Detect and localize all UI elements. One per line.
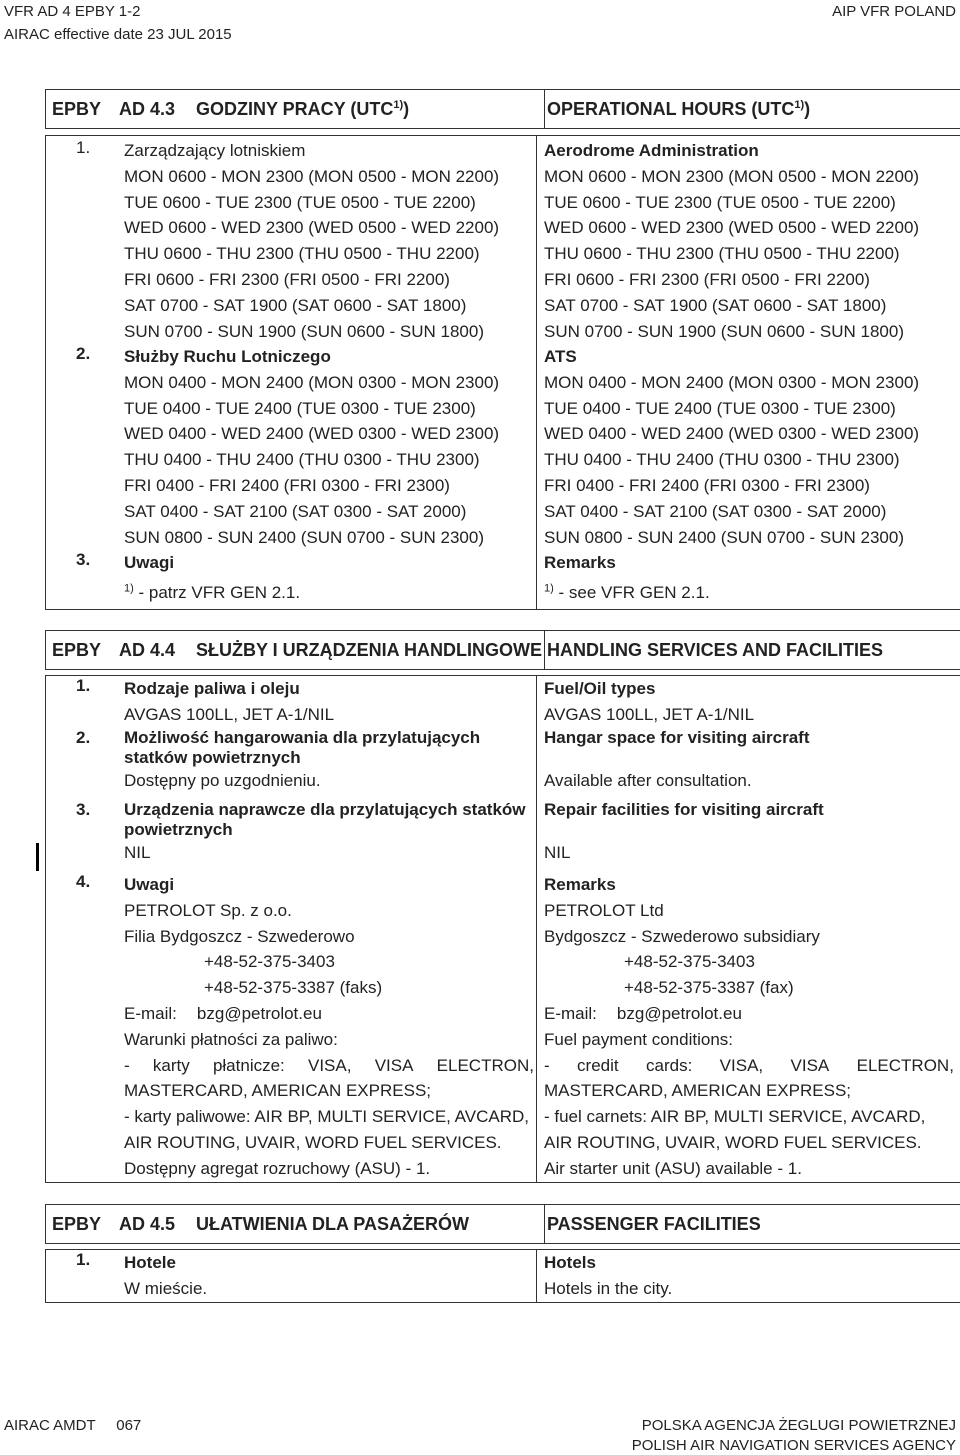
footnote-mark: 1) bbox=[794, 98, 805, 111]
publication-name: AIP VFR POLAND bbox=[832, 3, 956, 20]
section-title-pl: UŁATWIENIA DLA PASAŻERÓW bbox=[196, 1213, 469, 1234]
agency-name-pl: POLSKA AGENCJA ŻEGLUGI POWIETRZNEJ bbox=[641, 1417, 956, 1434]
phone-number: +48-52-375-3403 bbox=[204, 952, 335, 972]
section-4-4-header: EPBY AD 4.4 SŁUŻBY I URZĄDZENIA HANDLINGOWE HANDLING SERVICES AND FACILITIES bbox=[45, 630, 960, 670]
change-bar bbox=[36, 843, 39, 871]
section-4-4-body: 1. Rodzaje paliwa i oleju AVGAS 100LL, JET A-1/NIL Fuel/Oil types AVGAS 100LL, JET A-1/NIL 2. Możliwość hangarowania dla przylatujących statków powietrznych Dostępny po uzgodnieniu. Hangar space for visiting aircraft Available after consultation. 3. Urządzenia naprawcze dla przylatujących statków powietrznych NIL Repair facilities for visiting aircraft NIL 4. Uwagi PETROLOT Sp. z o.o. Filia Bydgoszcz - Szwederowo +48-52-375-3403 +48-52-375-3387 (faks) E-mail: bzg@petrolot.eu Warunki płatności za paliwo: - karty płatnicze: VISA, VISA ELECTRON, MASTERCARD, AMERICAN EXPRESS; - karty paliwowe: AIR BP, MULTI SERVICE, AVCARD, AIR ROUTING, UVAIR, WORD FUEL SERVICES. Dostępny agregat rozruchowy (ASU) - 1. Remarks PETROLOT Ltd Bydgoszcz - Szwederowo subsidiary +48-52-375-3403 +48-52-375-3387 (fax) E-mail: bzg@petrolot.eu Fuel payment conditions: - credit cards: VISA, VISA ELECTRON, MASTERCARD, AMERICAN EXPRESS; - fuel carnets: AIR BP, MULTI SERVICE, AVCARD, AIR ROUTING, UVAIR, WORD FUEL SERVICES. Air starter unit (ASU) available - 1. bbox=[45, 675, 960, 1183]
section-title-en: PASSENGER FACILITIES bbox=[547, 1213, 761, 1234]
section-4-3-header: EPBY AD 4.3 GODZINY PRACY (UTC$^{1)}$) OPERATIONAL HOURS (UTC$^{1)}$) bbox=[45, 89, 960, 129]
section-ref: AD 4.3 bbox=[119, 98, 176, 119]
fax-number: +48-52-375-3387 (fax) bbox=[624, 978, 794, 998]
phone-number: +48-52-375-3403 bbox=[624, 952, 755, 972]
email-address: bzg@petrolot.eu bbox=[196, 1003, 322, 1023]
section-title-en: OPERATIONAL HOURS (UTC bbox=[547, 98, 795, 119]
payment-cards-line: - credit cards: VISA, VISA ELECTRON, bbox=[544, 1055, 954, 1075]
section-4-3-body: 1. Zarządzający lotniskiem MON 0600 - MON 2300 (MON 0500 - MON 2200) TUE 0600 - TUE 2300 (TUE 0500 - TUE 2200) WED 0600 - WED 2300 (WED 0500 - WED 2200) THU 0600 - THU 2300 (THU 0500 - THU 2200) FRI 0600 - FRI 2300 (FRI 0500 - FRI 2200) SAT 0700 - SAT 1900 (SAT 0600 - SAT 1800) SUN 0700 - SUN 1900 (SUN 0600 - SUN 1800) Aerodrome Administration MON 0600 - MON 2300 (MON 0500 - MON 2200) TUE 0600 - TUE 2300 (TUE 0500 - TUE 2200) WED 0600 - WED 2300 (WED 0500 - WED 2200) THU 0600 - THU 2300 (THU 0500 - THU 2200) FRI 0600 - FRI 2300 (FRI 0500 - FRI 2200) SAT 0700 - SAT 1900 (SAT 0600 - SAT 1800) SUN 0700 - SUN 1900 (SUN 0600 - SUN 1800) 2. Służby Ruchu Lotniczego MON 0400 - MON 2400 (MON 0300 - MON 2300) TUE 0400 - TUE 2400 (TUE 0300 - TUE 2300) WED 0400 - WED 2400 (WED 0300 - WED 2300) THU 0400 - THU 2400 (THU 0300 - THU 2300) FRI 0400 - FRI 2400 (FRI 0300 - FRI 2300) SAT 0400 - SAT 2100 (SAT 0300 - SAT 2000) SUN 0800 - SUN 2400 (SUN 0700 - SUN 2300) ATS MON 0400 - MON 2400 (MON 0300 - MON 2300) TUE 0400 - TUE 2400 (TUE 0300 - TUE 2300) WED 0400 - WED 2400 (WED 0300 - WED 2300) THU 0400 - THU 2400 (THU 0300 - THU 2300) FRI 0400 - FRI 2400 (FRI 0300 - FRI 2300) SAT 0400 - SAT 2100 (SAT 0300 - SAT 2000) SUN 0800 - SUN 2400 (SUN 0700 - SUN 2300) 3. Uwagi $^{1)}$ - patrz VFR GEN 2.1. Remarks $^{1)}$ - see VFR GEN 2.1. bbox=[45, 135, 960, 610]
section-4-5-body: 1. Hotele W mieście. Hotels Hotels in the city. bbox=[45, 1249, 960, 1303]
footnote-mark: 1) bbox=[393, 98, 404, 111]
doc-reference: VFR AD 4 EPBY 1-2 bbox=[4, 3, 141, 20]
airac-date: AIRAC effective date 23 JUL 2015 bbox=[4, 26, 232, 43]
section-title-en: HANDLING SERVICES AND FACILITIES bbox=[547, 639, 884, 660]
section-title-pl: GODZINY PRACY (UTC bbox=[196, 98, 394, 119]
payment-cards-line: - karty płatnicze: VISA, VISA ELECTRON, bbox=[124, 1055, 534, 1075]
section-4-5-header: EPBY AD 4.5 UŁATWIENIA DLA PASAŻERÓW PASSENGER FACILITIES bbox=[45, 1204, 960, 1244]
section-title-pl: SŁUŻBY I URZĄDZENIA HANDLINGOWE bbox=[196, 639, 542, 660]
section-code: EPBY bbox=[52, 98, 102, 119]
airac-amendment: AIRAC AMDT 067 bbox=[4, 1417, 142, 1434]
agency-name-en: POLISH AIR NAVIGATION SERVICES AGENCY bbox=[631, 1437, 956, 1454]
fax-number: +48-52-375-3387 (faks) bbox=[204, 978, 383, 998]
email-address: bzg@petrolot.eu bbox=[616, 1003, 742, 1023]
